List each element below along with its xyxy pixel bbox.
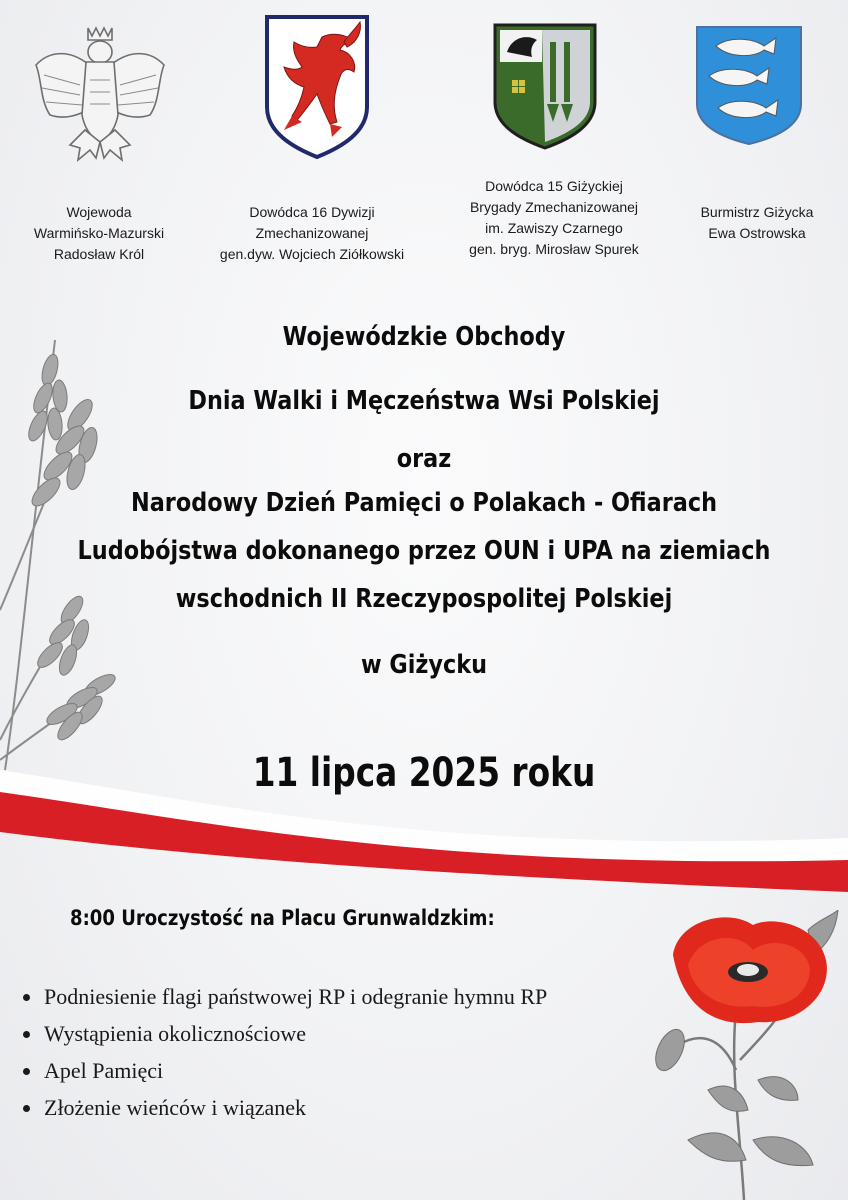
polish-eagle-icon (30, 20, 170, 165)
list-item: Apel Pamięci (20, 1052, 547, 1089)
title-line-1: Wojewódzkie Obchody (282, 322, 566, 352)
sponsor-line: gen.dyw. Wojciech Ziółkowski (219, 246, 405, 262)
event-date: 11 lipca 2025 roku (252, 750, 596, 796)
program-list (20, 978, 547, 1126)
sponsor-line: im. Zawiszy Czarnego (485, 220, 623, 236)
sponsor-line: Wojewoda (66, 204, 132, 220)
list-item: Złożenie wieńców i wiązanek (20, 1089, 547, 1126)
list-item: Wystąpienia okolicznościowe (20, 1015, 547, 1052)
brigade-shield-icon (492, 22, 598, 150)
sponsor-line: gen. bryg. Mirosław Spurek (469, 241, 639, 257)
title-line-6: wschodnich II Rzeczypospolitej Polskiej (175, 584, 673, 614)
title-line-5: Ludobójstwa dokonanego przez OUN i UPA na ziemiach (77, 536, 771, 566)
sponsor-voivode (0, 202, 198, 265)
title-line-7: w Giżycku (360, 650, 488, 680)
sponsor-line: Burmistrz Giżycka (700, 204, 814, 220)
sponsor-line: Warmińsko-Mazurski (33, 225, 165, 241)
title-line-4: Narodowy Dzień Pamięci o Polakach - Ofiarach (131, 488, 717, 518)
sponsor-line: Radosław Król (53, 246, 145, 262)
sponsor-brigade-commander (440, 176, 668, 260)
title-line-2: Dnia Walki i Męczeństwa Wsi Polskiej (188, 386, 660, 416)
sponsor-division-commander (198, 202, 426, 265)
list-item: Podniesienie flagi państwowej RP i odegranie hymnu RP (20, 978, 547, 1015)
sponsor-line: Brygady Zmechanizowanej (469, 199, 639, 215)
sponsor-line: Dowódca 15 Giżyckiej (485, 178, 623, 194)
fish-coat-of-arms-icon (694, 24, 804, 146)
sponsor-line: Zmechanizowanej (255, 225, 369, 241)
griffin-shield-icon (262, 12, 372, 160)
sponsor-mayor (672, 202, 842, 244)
program-heading: 8:00 Uroczystość na Placu Grunwaldzkim: (70, 906, 495, 930)
poppy-flower-icon (648, 910, 848, 1200)
sponsor-line: Dowódca 16 Dywizji (249, 204, 375, 220)
sponsor-line: Ewa Ostrowska (708, 225, 806, 241)
title-line-3: oraz (396, 444, 452, 474)
